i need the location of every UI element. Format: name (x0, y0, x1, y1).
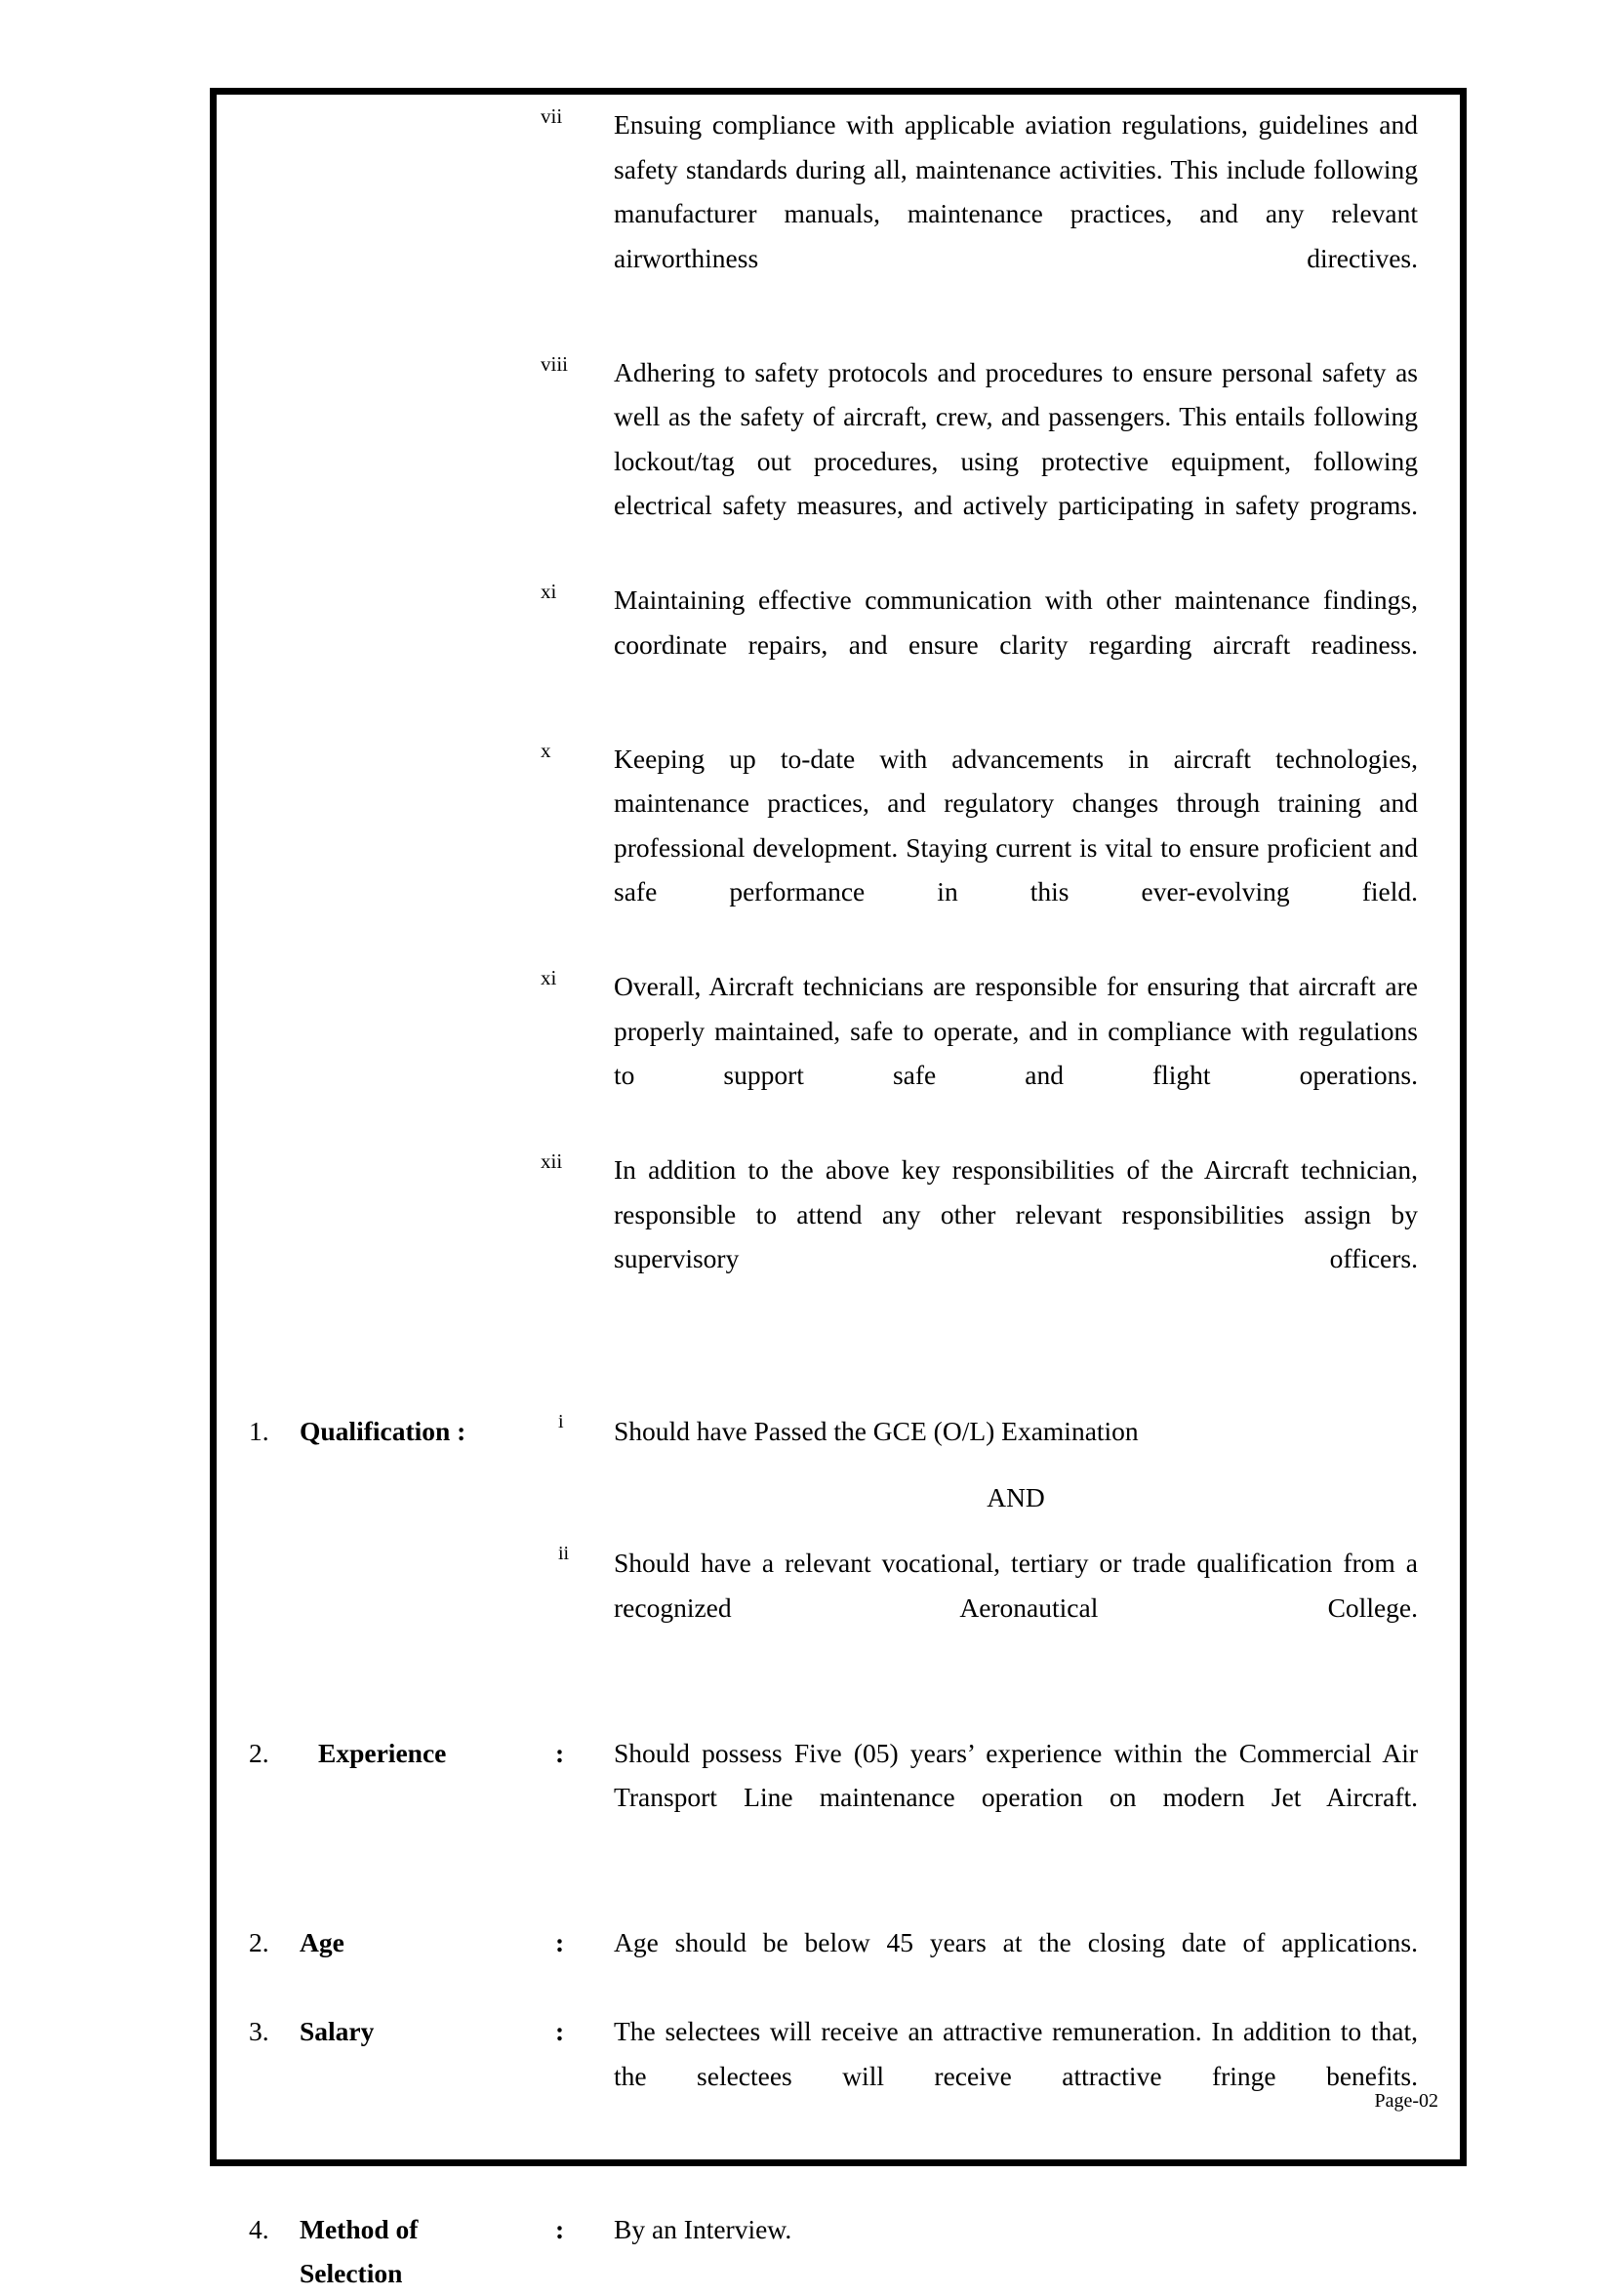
detail-number: 2. (249, 1737, 269, 1768)
qualification-sub-item-1 (226, 1409, 1440, 1454)
detail-label: Qualification : (300, 1416, 466, 1446)
detail-row-age (226, 1920, 1440, 2009)
list-marker: xii (541, 1149, 563, 1173)
list-item (226, 102, 1440, 325)
detail-colon: : (555, 1927, 565, 1957)
sub-list-text: Should have a relevant vocational, tertiary or trade qualification from a recognized Aeronautical College. (614, 1548, 1418, 1623)
list-item (226, 1148, 1440, 1325)
detail-row-experience (226, 1731, 1440, 1865)
qualification-conjunction: AND (987, 1481, 1045, 1512)
detail-text: Should possess Five (05) years’ experience within the Commercial Air Transport Line maintenance operation on modern Jet Aircraft. (614, 1737, 1418, 1812)
list-item (226, 350, 1440, 573)
detail-text: By an Interview. (614, 2213, 792, 2244)
detail-text-filler (226, 2251, 1440, 2296)
list-item-text: Maintaining effective communication with other maintenance findings, coordinate repairs, and ensure clarity regarding aircraft readiness. (614, 584, 1418, 660)
detail-row-qualification (226, 1409, 1440, 1674)
detail-label: Age (300, 1927, 344, 1957)
list-item-text: Overall, Aircraft technicians are responsible for ensuring that aircraft are properly maintained, safe to operate, and in compliance with regulations to support safe and flight operations. (614, 971, 1418, 1090)
list-item (226, 737, 1440, 959)
spacer (226, 1454, 1440, 1475)
responsibilities-list (226, 102, 1440, 1325)
detail-number: 3. (249, 2016, 269, 2046)
detail-number: 2. (249, 1927, 269, 1957)
sub-list-marker: i (558, 1411, 564, 1432)
details-list (226, 1409, 1440, 2296)
list-marker: xi (541, 966, 557, 989)
list-item-text: Ensuing compliance with applicable aviation regulations, guidelines and safety standards during all, maintenance activities. This include following manufacturer manuals, maintenance practices, and any relevant airworthiness directives. (614, 109, 1418, 273)
list-item-text: In addition to the above key responsibilities of the Aircraft technician, responsible to attend any other relevant responsibilities assign by supervisory officers. (614, 1154, 1418, 1273)
detail-colon: : (555, 1737, 565, 1768)
detail-colon: : (555, 2213, 565, 2244)
detail-number: 1. (249, 1416, 269, 1446)
detail-text: The selectees will receive an attractive remuneration. In addition to that, the selectees will receive attractive fringe benefits. (614, 2016, 1418, 2091)
list-marker: x (541, 738, 551, 762)
detail-label-line2: Selection (300, 2258, 403, 2288)
detail-label-line1: Method of (300, 2213, 419, 2244)
spacer (226, 2143, 1440, 2207)
spacer (226, 1674, 1440, 1731)
page-content-area (217, 95, 1460, 2288)
detail-number: 4. (249, 2213, 269, 2244)
detail-label: Experience (318, 1737, 447, 1768)
detail-row-salary (226, 2009, 1440, 2143)
spacer (226, 1864, 1440, 1920)
detail-label: Salary (300, 2016, 375, 2046)
sub-list-text: Should have Passed the GCE (O/L) Examination (614, 1416, 1139, 1446)
sub-list-marker: ii (558, 1543, 570, 1564)
list-marker: viii (541, 351, 569, 376)
spacer (226, 1519, 1440, 1541)
list-marker: vii (541, 104, 563, 128)
list-item (226, 578, 1440, 711)
list-item-text: Keeping up to-date with advancements in aircraft technologies, maintenance practices, and regulatory changes through training and professional development. Staying current is vital to ensure proficient and safe performance in this ever-evolving field. (614, 743, 1418, 906)
detail-colon: : (555, 2016, 565, 2046)
page-border-frame (210, 88, 1467, 2288)
page-number: Page-02 (1374, 2090, 1438, 2112)
qualification-sub-item-2 (226, 1541, 1440, 1674)
detail-text: Age should be below 45 years at the closing date of applications. (614, 1927, 1418, 1957)
list-marker: xi (541, 580, 557, 603)
list-item (226, 964, 1440, 1142)
list-item-text: Adhering to safety protocols and procedures to ensure personal safety as well as the safety of aircraft, crew, and passengers. This entails following lockout/tag out procedures, using protective equipment, following electrical safety measures, and actively participating in safety programs. (614, 356, 1418, 520)
spacer (226, 1331, 1440, 1409)
